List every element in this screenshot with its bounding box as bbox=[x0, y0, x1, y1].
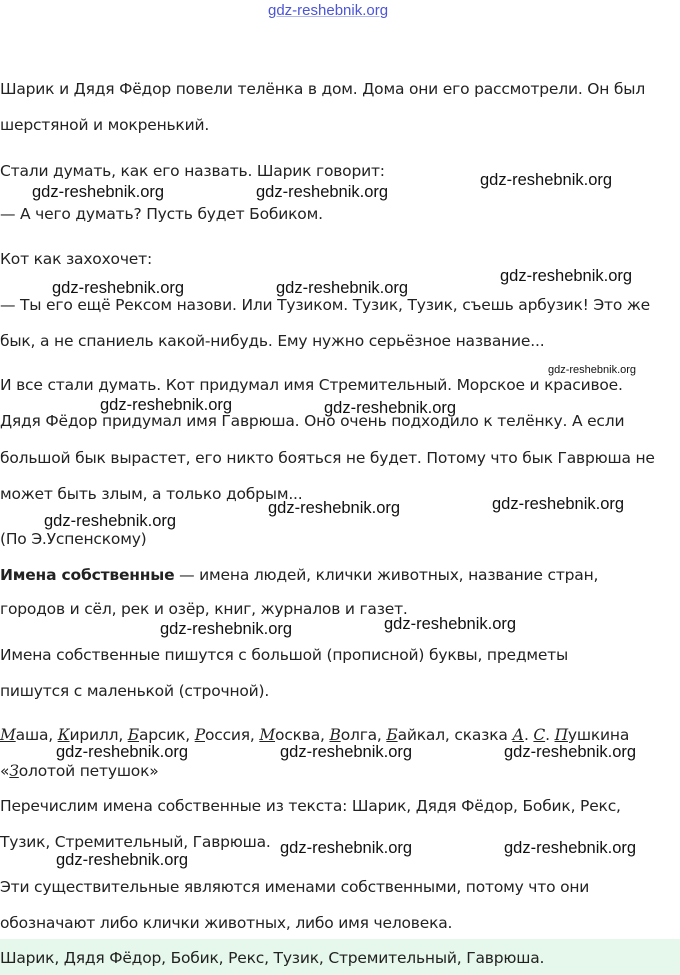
example-text: олга, bbox=[340, 726, 387, 744]
answer-line: обозначают либо клички животных, либо имя человека. bbox=[0, 914, 453, 932]
story-line: Кот как захохочет: bbox=[0, 250, 152, 268]
watermark: gdz-reshebnik.org bbox=[52, 279, 185, 297]
example-text: арсик, bbox=[138, 726, 195, 744]
example-text: айкал, сказка bbox=[397, 726, 513, 744]
story-line: И все стали думать. Кот придумал имя Стремительный. Морское и красивое. bbox=[0, 376, 623, 394]
rule-line: Имена собственные пишутся с большой (прописной) буквы, предметы bbox=[0, 646, 569, 664]
watermark: gdz-reshebnik.org bbox=[492, 495, 625, 513]
example-text: . bbox=[545, 726, 555, 744]
example-text: осква, bbox=[275, 726, 330, 744]
capital-letter: Р bbox=[194, 726, 205, 744]
watermark: gdz-reshebnik.org bbox=[500, 267, 633, 285]
watermark: gdz-reshebnik.org bbox=[100, 396, 233, 414]
answer-line: Эти существительные являются именами собственными, потому что они bbox=[0, 878, 590, 896]
story-line: Шарик и Дядя Фёдор повели телёнка в дом. Дома они его рассмотрели. Он был bbox=[0, 80, 646, 98]
watermark: gdz-reshebnik.org bbox=[504, 839, 637, 857]
watermark: gdz-reshebnik.org bbox=[56, 851, 189, 869]
watermark: gdz-reshebnik.org bbox=[280, 743, 413, 761]
example-text: ушкина bbox=[567, 726, 630, 744]
capital-letter: М bbox=[259, 726, 276, 744]
source-citation: (По Э.Успенскому) bbox=[0, 530, 147, 548]
watermark: gdz-reshebnik.org bbox=[160, 620, 293, 638]
watermark: gdz-reshebnik.org bbox=[56, 743, 189, 761]
example-text: оссия, bbox=[204, 726, 260, 744]
capital-letter: В bbox=[329, 726, 341, 744]
example-text: ирилл, bbox=[69, 726, 128, 744]
rule-term: Имена собственные bbox=[0, 566, 175, 584]
example-text: аша, bbox=[15, 726, 58, 744]
watermark: gdz-reshebnik.org bbox=[44, 512, 177, 530]
story-line: — А чего думать? Пусть будет Бобиком. bbox=[0, 205, 323, 223]
answer-text: Шарик, Дядя Фёдор, Бобик, Рекс, Тузик, Стремительный, Гаврюша. bbox=[0, 949, 545, 967]
watermark: gdz-reshebnik.org bbox=[32, 183, 165, 201]
capital-letter: Б bbox=[127, 726, 139, 744]
watermark: gdz-reshebnik.org bbox=[256, 183, 389, 201]
answer-line: Перечислим имена собственные из текста: Шарик, Дядя Фёдор, Бобик, Рекс, bbox=[0, 797, 621, 815]
examples-line-2 bbox=[0, 761, 159, 781]
story-line: может быть злым, а только добрым... bbox=[0, 485, 303, 503]
rule-definition bbox=[0, 565, 598, 585]
answer-line: Тузик, Стремительный, Гаврюша. bbox=[0, 833, 271, 851]
watermark: gdz-reshebnik.org bbox=[504, 743, 637, 761]
story-line: Дядя Фёдор придумал имя Гаврюша. Оно очень подходило к телёнку. А если bbox=[0, 412, 625, 430]
watermark: gdz-reshebnik.org bbox=[324, 399, 457, 417]
capital-letter: С bbox=[533, 726, 546, 744]
capital-letter: А bbox=[512, 726, 524, 744]
rule-text: — имена людей, клички животных, название стран, bbox=[174, 566, 599, 584]
story-line: большой бык вырастет, его никто бояться не будет. Потому что бык Гаврюша не bbox=[0, 449, 655, 467]
capital-letter: М bbox=[0, 726, 16, 744]
rule-line: городов и сёл, рек и озёр, книг, журналов и газет. bbox=[0, 600, 408, 618]
watermark: gdz-reshebnik.org bbox=[268, 499, 401, 517]
story-line: Стали думать, как его назвать. Шарик говорит: bbox=[0, 162, 385, 180]
example-text: олотой петушок» bbox=[18, 762, 159, 780]
answer-highlight bbox=[0, 939, 680, 975]
capital-letter: К bbox=[57, 726, 70, 744]
watermark: gdz-reshebnik.org bbox=[276, 279, 409, 297]
watermark: gdz-reshebnik.org bbox=[480, 171, 613, 189]
example-text: . bbox=[523, 726, 534, 744]
watermark: gdz-reshebnik.org bbox=[548, 364, 637, 376]
watermark: gdz-reshebnik.org bbox=[384, 615, 517, 633]
story-line: бык, а не спаниель какой-нибудь. Ему нужно серьёзное название... bbox=[0, 332, 545, 350]
quote-mark: « bbox=[0, 762, 10, 780]
watermark-header[interactable]: gdz-reshebnik.org bbox=[268, 2, 389, 19]
story-line: шерстяной и мокренький. bbox=[0, 116, 210, 134]
story-line: — Ты его ещё Рексом назови. Или Тузиком. Тузик, Тузик, съешь арбузик! Это же bbox=[0, 296, 650, 314]
watermark: gdz-reshebnik.org bbox=[280, 839, 413, 857]
capital-letter: П bbox=[554, 726, 568, 744]
capital-letter: Б bbox=[386, 726, 398, 744]
capital-letter: З bbox=[9, 762, 19, 780]
rule-line: пишутся с маленькой (строчной). bbox=[0, 682, 270, 700]
